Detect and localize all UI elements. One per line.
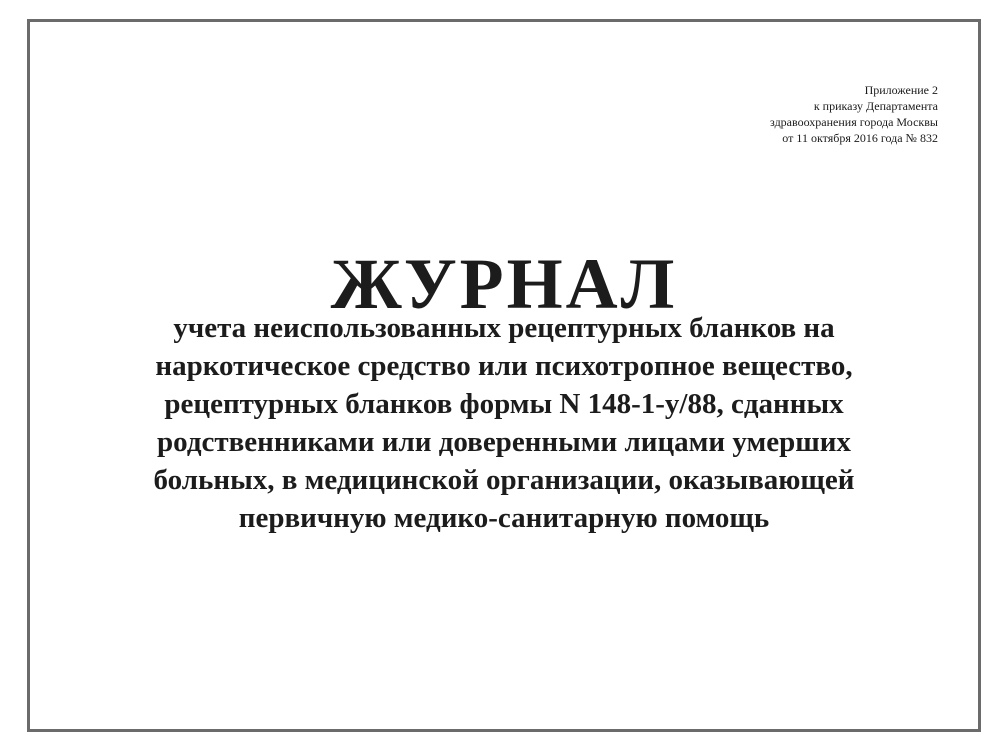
subtitle-line: больных, в медицинской организации, оказывающей [153,464,855,496]
subtitle-line: рецептурных бланков формы N 148-1-у/88, сданных [164,388,844,420]
journal-subtitle [30,309,978,537]
appendix-line: Приложение 2 [864,83,938,97]
subtitle-line: наркотическое средство или психотропное вещество, [155,350,853,382]
subtitle-line: первичную медико-санитарную помощь [238,502,770,534]
appendix-line: к приказу Департамента [813,99,938,113]
appendix-line: здравоохранения города Москвы [770,115,938,129]
subtitle-line: учета неиспользованных рецептурных бланков на [173,312,835,344]
appendix-line: от 11 октября 2016 года № 832 [782,131,938,145]
appendix-note [770,82,938,146]
journal-title: ЖУРНАЛ [330,244,678,324]
subtitle-line: родственниками или доверенными лицами умерших [157,426,851,458]
cover-frame [27,19,981,732]
